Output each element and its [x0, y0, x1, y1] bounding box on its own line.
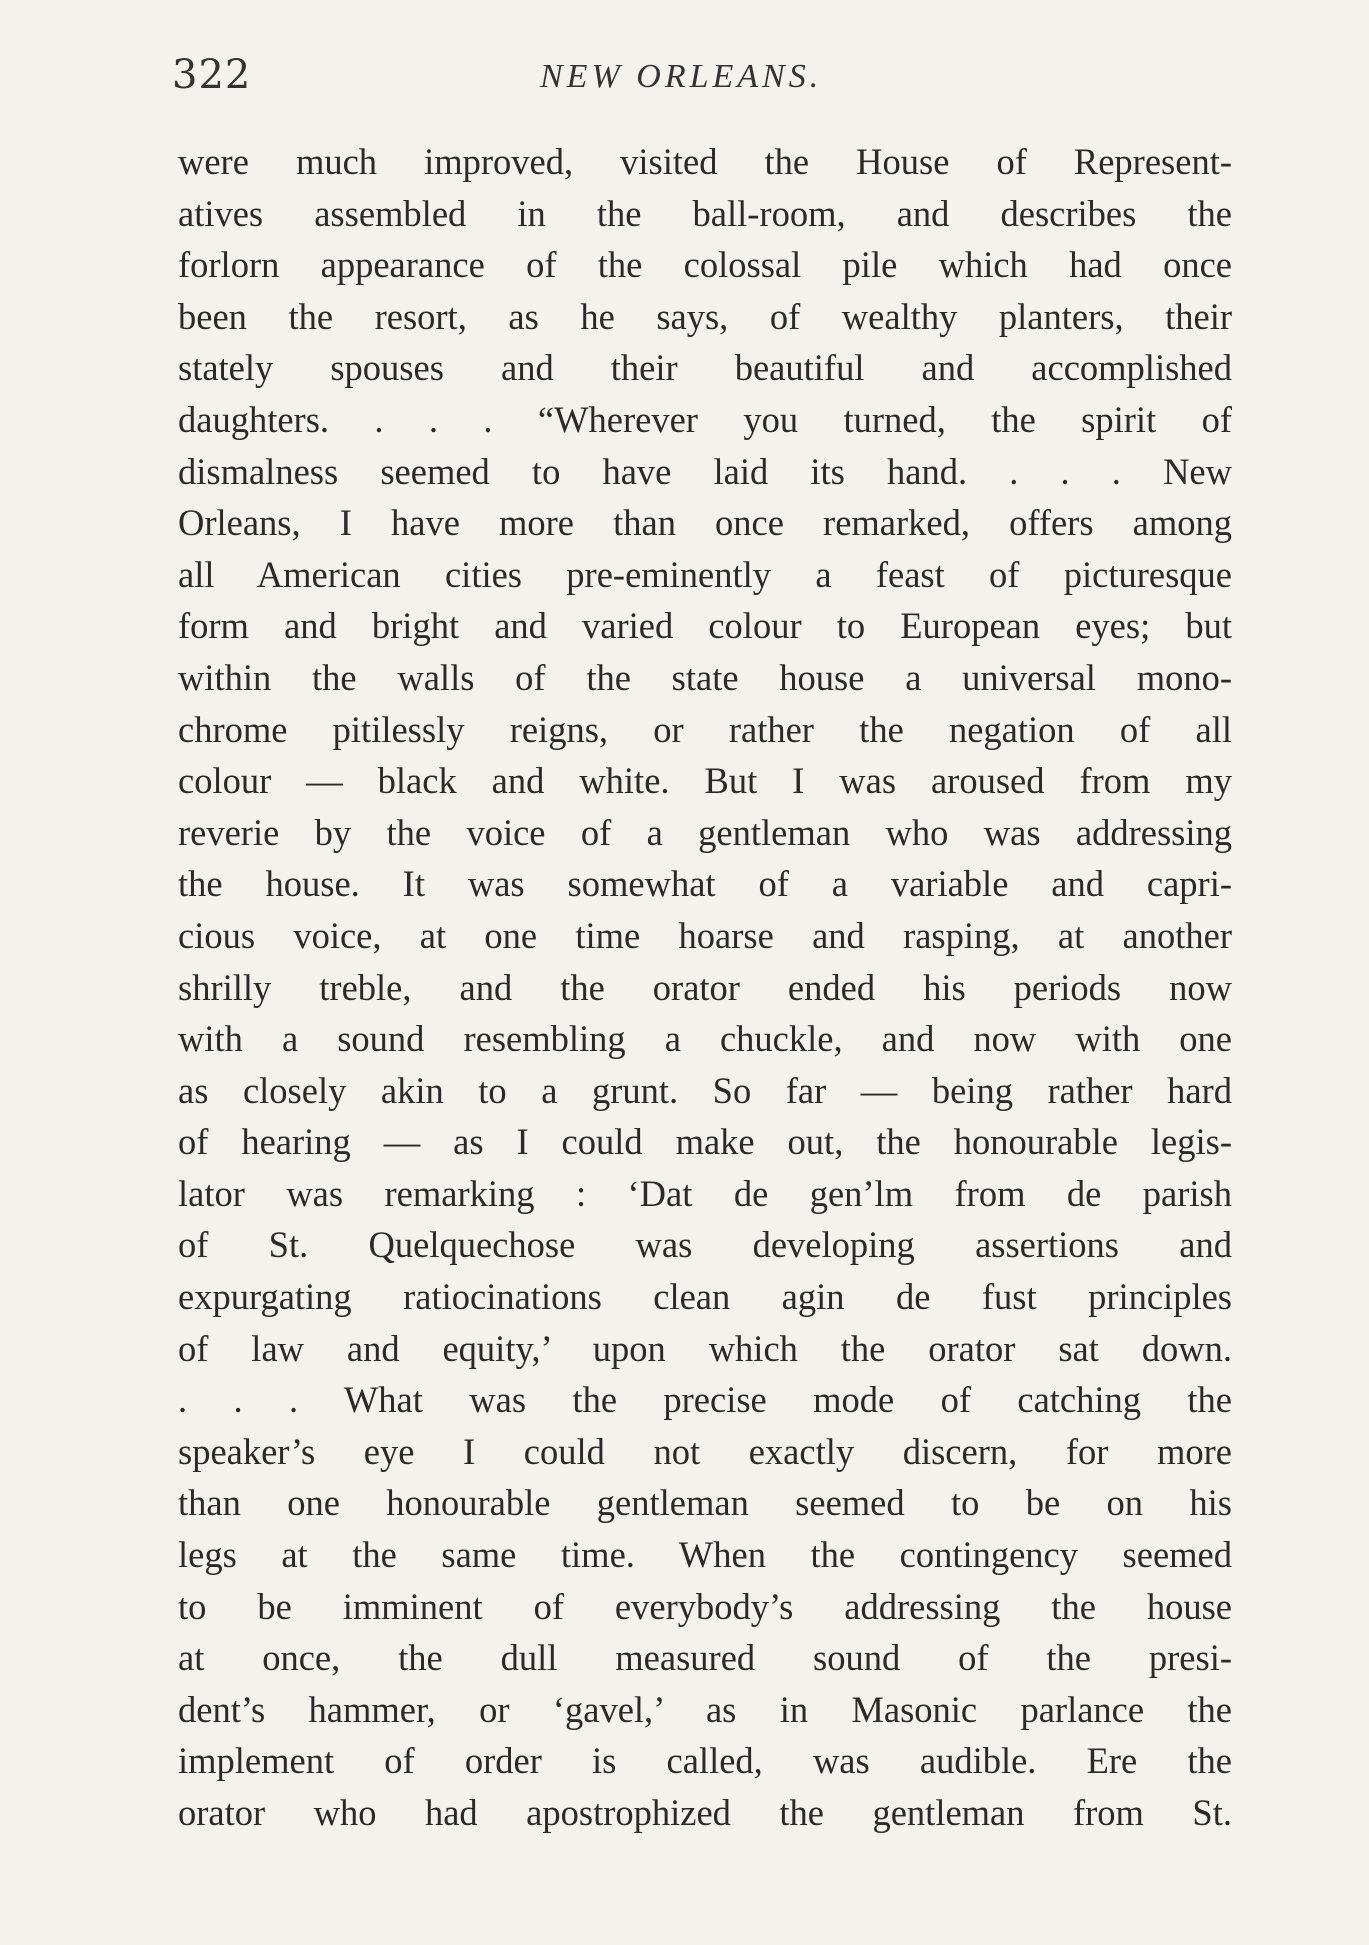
text-line: stately spouses and their beautiful and accomplished: [178, 347, 1232, 389]
text-line: atives assembled in the ball-room, and describes the: [178, 192, 1232, 234]
text-line: than one honourable gentleman seemed to be on his: [178, 1482, 1232, 1524]
text-line: were much improved, visited the House of Represent-: [178, 141, 1232, 182]
text-line: forlorn appearance of the colossal pile which had once: [178, 244, 1232, 286]
text-line: as closely akin to a grunt. So far — being rather hard: [178, 1069, 1232, 1111]
text-line: colour — black and white. But I was aroused from my: [178, 760, 1232, 802]
text-line: of hearing — as I could make out, the honourable legis-: [178, 1121, 1232, 1163]
text-line: at once, the dull measured sound of the presi-: [178, 1637, 1232, 1679]
text-line: the house. It was somewhat of a variable and capri-: [178, 863, 1232, 905]
text-line: implement of order is called, was audible. Ere the: [178, 1740, 1232, 1782]
text-line: chrome pitilessly reigns, or rather the negation of all: [178, 708, 1232, 750]
text-line: orator who had apostrophized the gentleman from St.: [178, 1792, 1232, 1833]
text-line: all American cities pre-eminently a feast of picturesque: [178, 553, 1232, 595]
text-line: shrilly treble, and the orator ended his periods now: [178, 966, 1232, 1008]
page-number: 322: [172, 52, 252, 98]
text-line: Orleans, I have more than once remarked, offers among: [178, 502, 1232, 544]
text-line: . . . What was the precise mode of catching the: [178, 1379, 1232, 1421]
body-text: [178, 136, 1232, 1839]
text-line: reverie by the voice of a gentleman who was addressing: [178, 811, 1232, 853]
text-line: daughters. . . . “Wherever you turned, the spirit of: [178, 398, 1232, 440]
text-line: dismalness seemed to have laid its hand. . . . New: [178, 450, 1232, 492]
text-line: of St. Quelquechose was developing assertions and: [178, 1224, 1232, 1266]
text-line: speaker’s eye I could not exactly discern, for more: [178, 1430, 1232, 1472]
running-title: NEW ORLEANS.: [540, 58, 823, 95]
text-line: with a sound resembling a chuckle, and now with one: [178, 1018, 1232, 1060]
text-line: been the resort, as he says, of wealthy planters, their: [178, 295, 1232, 337]
text-line: legs at the same time. When the contingency seemed: [178, 1534, 1232, 1576]
text-line: dent’s hammer, or ‘gavel,’ as in Masonic parlance the: [178, 1688, 1232, 1730]
text-line: within the walls of the state house a universal mono-: [178, 656, 1232, 698]
text-line: cious voice, at one time hoarse and rasping, at another: [178, 914, 1232, 956]
text-line: lator was remarking : ‘Dat de gen’lm from de parish: [178, 1172, 1232, 1214]
text-line: expurgating ratiocinations clean agin de fust principles: [178, 1276, 1232, 1318]
text-line: form and bright and varied colour to European eyes; but: [178, 605, 1232, 647]
text-line: to be imminent of everybody’s addressing the house: [178, 1585, 1232, 1627]
text-line: of law and equity,’ upon which the orator sat down.: [178, 1327, 1232, 1369]
